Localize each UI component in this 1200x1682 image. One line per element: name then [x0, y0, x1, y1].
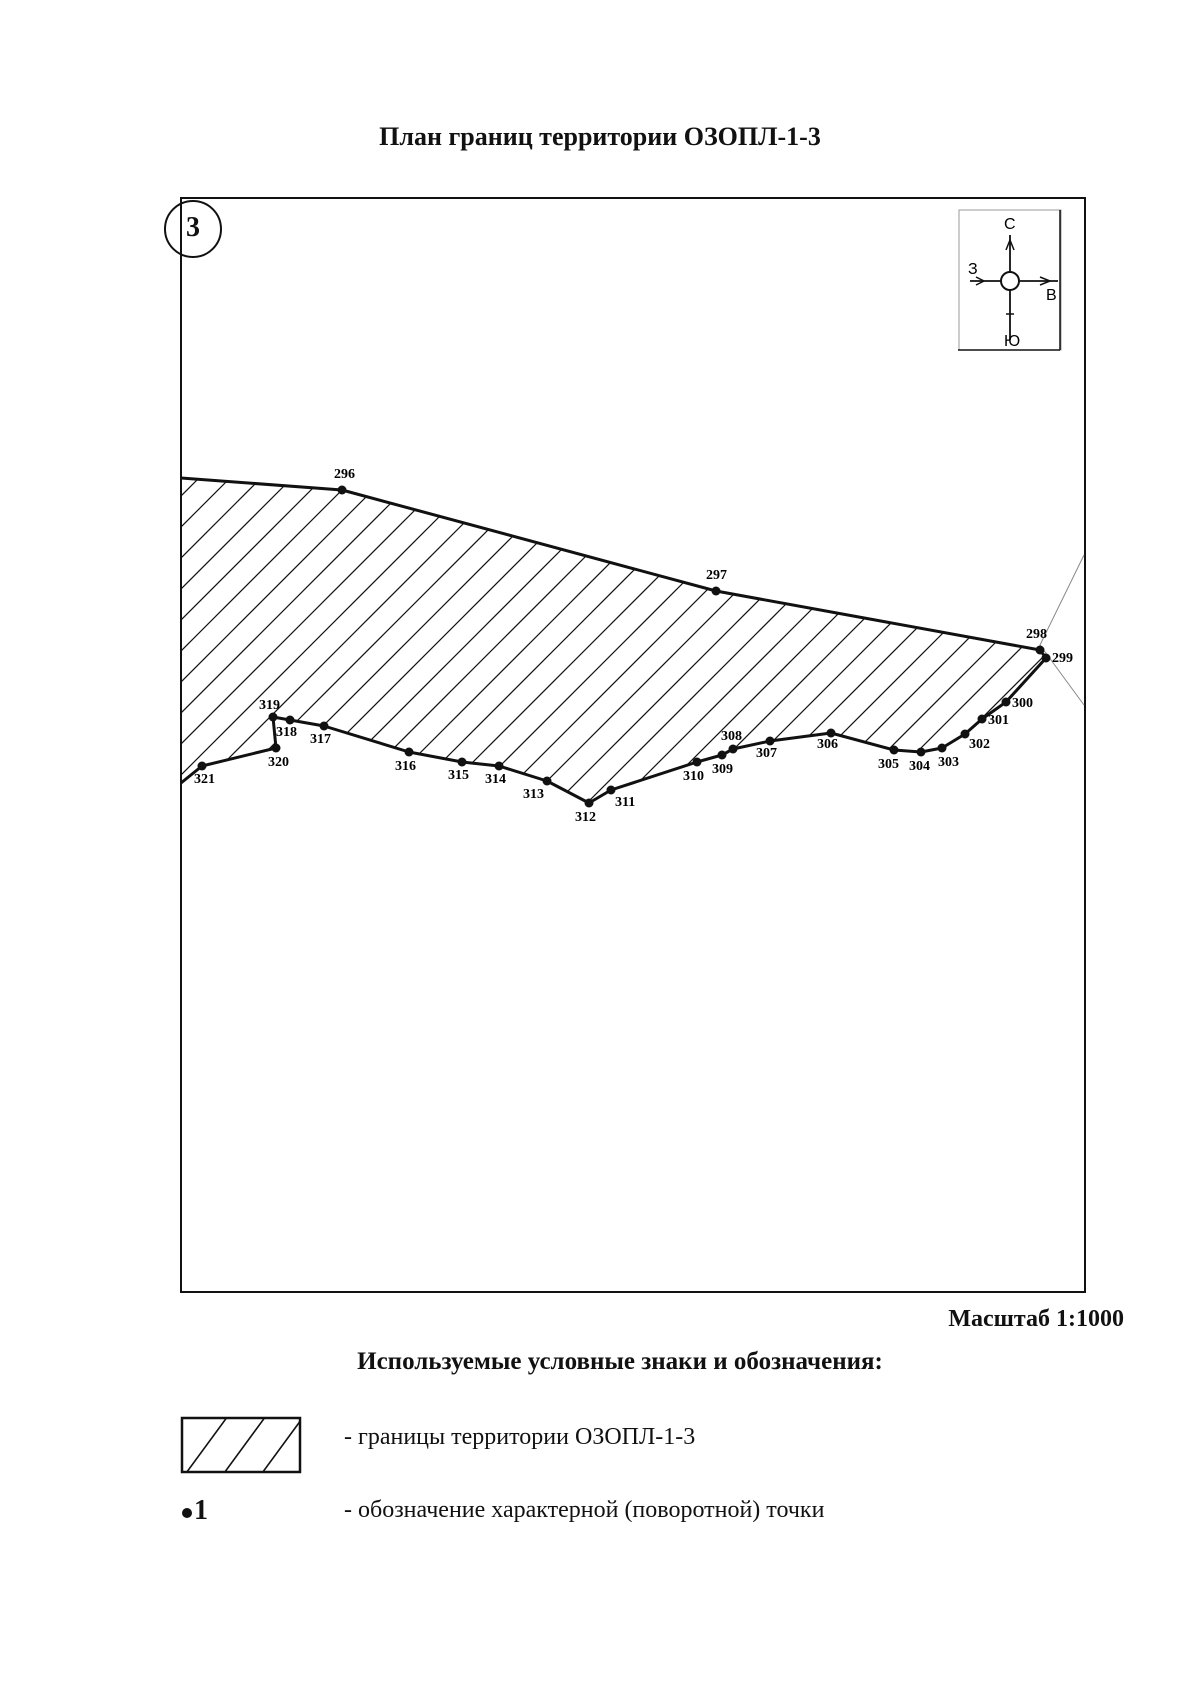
point-316	[405, 748, 414, 757]
legend-title: Используемые условные знаки и обозначения:	[357, 1348, 883, 1375]
point-321	[198, 762, 207, 771]
hatch-line	[643, 420, 1063, 840]
legend-point-text: - обозначение характерной (поворотной) точки	[344, 1497, 825, 1523]
hatch-line	[271, 420, 691, 840]
characteristic-points	[194, 467, 1073, 825]
point-label-297: 297	[706, 568, 727, 583]
hatch-line	[0, 420, 133, 840]
point-305	[890, 746, 899, 755]
legend-boundary-text: - границы территории ОЗОПЛ-1-3	[344, 1424, 696, 1450]
legend-hatch-symbol	[170, 1405, 350, 1495]
territory-boundary	[181, 478, 1046, 803]
point-314	[495, 762, 504, 771]
hatch-line	[0, 420, 40, 840]
hatch-line	[953, 420, 1200, 840]
hatch-line	[0, 420, 164, 840]
sheet-number: 3	[164, 200, 222, 258]
point-313	[543, 777, 552, 786]
hatch-line	[0, 420, 195, 840]
point-297	[712, 587, 721, 596]
point-label-314: 314	[485, 772, 506, 787]
point-303	[938, 744, 947, 753]
hatch-line	[519, 420, 939, 840]
hatch-line	[705, 420, 1125, 840]
legend-point-label: 1	[194, 1495, 208, 1526]
point-310	[693, 758, 702, 767]
north-label: С	[1004, 216, 1016, 233]
hatch-line	[85, 420, 505, 840]
point-label-321: 321	[194, 772, 215, 787]
hatch-line	[1046, 420, 1200, 840]
point-label-313: 313	[523, 787, 544, 802]
point-label-306: 306	[817, 737, 838, 752]
point-301	[978, 715, 987, 724]
point-304	[917, 748, 926, 757]
point-label-319: 319	[259, 698, 280, 713]
point-label-302: 302	[969, 737, 990, 752]
point-315	[458, 758, 467, 767]
point-319	[269, 713, 278, 722]
hatch-line	[922, 420, 1200, 840]
point-298	[1036, 646, 1045, 655]
point-300	[1002, 698, 1011, 707]
point-label-299: 299	[1052, 651, 1073, 666]
point-label-317: 317	[310, 732, 331, 747]
point-label-309: 309	[712, 762, 733, 777]
point-label-315: 315	[448, 768, 469, 783]
point-label-307: 307	[756, 746, 777, 761]
point-label-304: 304	[909, 759, 930, 774]
hatch-line	[550, 420, 970, 840]
point-308	[729, 745, 738, 754]
point-label-303: 303	[938, 755, 959, 770]
point-311	[607, 786, 616, 795]
south-label: Ю	[1004, 333, 1021, 350]
hatch-line	[0, 420, 71, 840]
hatch-line	[1077, 420, 1200, 840]
scale-label: Масштаб 1:1000	[948, 1306, 1124, 1332]
hatch-line	[1170, 420, 1200, 840]
hatch-line	[612, 420, 1032, 840]
east-label: В	[1046, 287, 1057, 304]
point-label-311: 311	[615, 795, 636, 810]
hatch-line	[767, 420, 1187, 840]
hatch-line	[302, 420, 722, 840]
point-label-310: 310	[683, 769, 704, 784]
hatch-line	[798, 420, 1200, 840]
point-309	[718, 751, 727, 760]
hatch-line	[209, 420, 629, 840]
point-317	[320, 722, 329, 731]
hatch-line	[457, 420, 877, 840]
hatch-line	[0, 420, 319, 840]
point-312	[585, 799, 594, 808]
hatch-line	[0, 420, 350, 840]
north-arrow	[958, 210, 1061, 350]
point-318	[286, 716, 295, 725]
hatch-line	[116, 420, 536, 840]
hatch-line	[736, 420, 1156, 840]
hatch-line	[984, 420, 1200, 840]
plan-title: План границ территории ОЗОПЛ-1-3	[379, 122, 821, 151]
point-label-312: 312	[575, 810, 596, 825]
legend-point-symbol	[182, 1495, 208, 1527]
point-label-296: 296	[334, 467, 355, 482]
point-307	[766, 737, 775, 746]
hatch-line	[0, 420, 102, 840]
point-label-298: 298	[1026, 627, 1047, 642]
point-label-305: 305	[878, 757, 899, 772]
hatch-line	[0, 420, 257, 840]
west-label: З	[968, 261, 978, 278]
hatch-line	[0, 420, 226, 840]
hatch-line	[364, 420, 784, 840]
point-299	[1042, 654, 1051, 663]
point-320	[272, 744, 281, 753]
hatch-line	[1139, 420, 1200, 840]
point-label-301: 301	[988, 713, 1009, 728]
hatch-line	[1108, 420, 1200, 840]
point-label-308: 308	[721, 729, 742, 744]
point-label-300: 300	[1012, 696, 1033, 711]
point-296	[338, 486, 347, 495]
point-label-316: 316	[395, 759, 416, 774]
point-label-320: 320	[268, 755, 289, 770]
point-label-318: 318	[276, 725, 297, 740]
point-dot-icon	[182, 1508, 192, 1518]
